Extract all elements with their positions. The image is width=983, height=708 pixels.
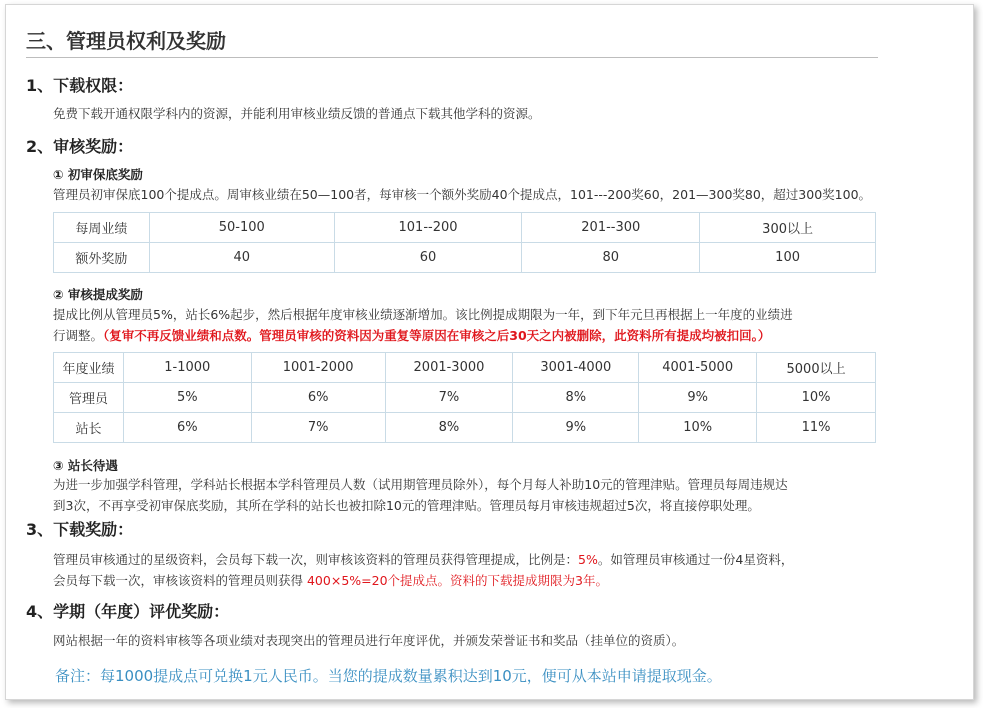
section-4-text: 网站根据一年的资料审核等各项业绩对表现突出的管理员进行年度评优，并颁发荣誉证书和奖品（挂单位的资质）。 bbox=[53, 633, 685, 648]
section-3-line-1 bbox=[53, 550, 793, 568]
table-cell: 7% bbox=[385, 383, 513, 413]
section-4-heading: 4、学期（年度）评优奖励： bbox=[26, 602, 230, 621]
table-cell: 额外奖励 bbox=[54, 243, 150, 273]
sub-2-text-line-2 bbox=[53, 326, 770, 344]
table-cell: 3001-4000 bbox=[513, 353, 639, 383]
table-cell: 4001-5000 bbox=[639, 353, 757, 383]
table-row bbox=[54, 413, 876, 443]
table-cell: 10% bbox=[757, 383, 876, 413]
table-cell: 7% bbox=[251, 413, 385, 443]
section-3-highlight: 400×5%=20个提成点。资料的下载提成期限为3年。 bbox=[306, 573, 608, 588]
commission-rate-table bbox=[53, 352, 876, 443]
table-cell: 300以上 bbox=[700, 213, 876, 243]
table-cell: 40 bbox=[149, 243, 334, 273]
table-cell: 11% bbox=[757, 413, 876, 443]
section-3-rate: 5% bbox=[578, 552, 598, 567]
weekly-bonus-table bbox=[53, 212, 876, 273]
sub-1-text: 管理员初审保底100个提成点。周审核业绩在50—100者，每审核一个额外奖励40个提成点，101---200奖60，201—300奖80，超过300奖100。 bbox=[53, 187, 872, 202]
table-cell: 9% bbox=[513, 413, 639, 443]
section-1-text: 免费下载开通权限学科内的资源，并能利用审核业绩反馈的普通点下载其他学科的资源。 bbox=[53, 106, 541, 121]
table-cell: 1001-2000 bbox=[251, 353, 385, 383]
table-row bbox=[54, 213, 876, 243]
page-title: 三、管理员权利及奖励 bbox=[26, 29, 226, 53]
sub-3-heading: ③ 站长待遇 bbox=[53, 458, 118, 473]
sub-2-text-plain: 行调整。 bbox=[53, 328, 104, 343]
table-cell: 8% bbox=[385, 413, 513, 443]
table-cell: 1-1000 bbox=[123, 353, 251, 383]
table-cell: 年度业绩 bbox=[54, 353, 124, 383]
sub-2-text-line-1: 提成比例从管理员5%，站长6%起步，然后根据年度审核业绩逐渐增加。该比例提成期限为一年，到下年元旦再根据上一年度的业绩进 bbox=[53, 307, 793, 322]
table-row bbox=[54, 383, 876, 413]
table-cell: 管理员 bbox=[54, 383, 124, 413]
sub-3-text-line-1: 为进一步加强学科管理，学科站长根据本学科管理员人数（试用期管理员除外），每个月每人补助10元的管理津贴。管理员每周违规达 bbox=[53, 477, 788, 492]
table-cell: 5% bbox=[123, 383, 251, 413]
table-cell: 6% bbox=[251, 383, 385, 413]
table-cell: 2001-3000 bbox=[385, 353, 513, 383]
table-row bbox=[54, 353, 876, 383]
section-2-heading: 2、审核奖励： bbox=[26, 137, 134, 156]
footnote: 备注：每1000提成点可兑换1元人民币。当您的提成数量累积达到10元，便可从本站申请提取现金。 bbox=[55, 667, 722, 685]
sub-2-warning: （复审不再反馈业绩和点数。管理员审核的资料因为重复等原因在审核之后30天之内被删除，此资料所有提成均被扣回。） bbox=[103, 328, 771, 343]
table-cell: 201--300 bbox=[522, 213, 700, 243]
sub-3-text-line-2: 到3次，不再享受初审保底奖励，其所在学科的站长也被扣除10元的管理津贴。管理员每月审核违规超过5次，将直接停职处理。 bbox=[53, 498, 760, 513]
table-row bbox=[54, 243, 876, 273]
section-3-line-1-tail: 。如管理员审核通过一份4星资料， bbox=[597, 552, 794, 567]
title-divider bbox=[26, 57, 878, 58]
section-1-heading: 1、下载权限： bbox=[26, 76, 134, 95]
section-3-heading: 3、下载奖励： bbox=[26, 520, 134, 539]
document-card bbox=[5, 4, 974, 700]
table-cell: 9% bbox=[639, 383, 757, 413]
table-cell: 80 bbox=[522, 243, 700, 273]
section-3-line-2-text: 会员每下载一次，审核该资料的管理员则获得 bbox=[53, 573, 307, 588]
table-cell: 50-100 bbox=[149, 213, 334, 243]
sub-1-heading: ① 初审保底奖励 bbox=[53, 167, 143, 182]
table-cell: 每周业绩 bbox=[54, 213, 150, 243]
table-cell: 6% bbox=[123, 413, 251, 443]
table-cell: 站长 bbox=[54, 413, 124, 443]
table-cell: 101--200 bbox=[334, 213, 522, 243]
sub-2-heading: ② 审核提成奖励 bbox=[53, 287, 143, 302]
table-cell: 8% bbox=[513, 383, 639, 413]
table-cell: 5000以上 bbox=[757, 353, 876, 383]
section-3-line-2 bbox=[53, 571, 608, 589]
table-cell: 60 bbox=[334, 243, 522, 273]
table-cell: 100 bbox=[700, 243, 876, 273]
table-cell: 10% bbox=[639, 413, 757, 443]
section-3-line-1-text: 管理员审核通过的星级资料，会员每下载一次，则审核该资料的管理员获得管理提成，比例是： bbox=[53, 552, 579, 567]
